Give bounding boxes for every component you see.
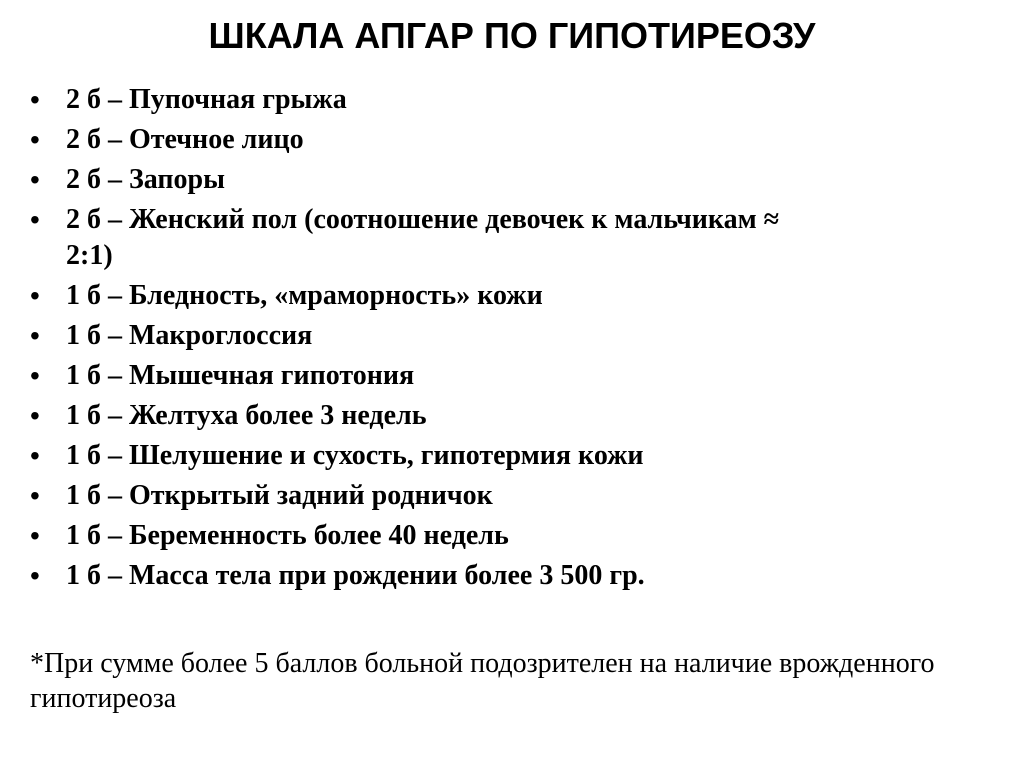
bullet-icon: •: [30, 164, 40, 195]
bullet-icon: •: [30, 520, 40, 551]
list-item: [30, 436, 790, 476]
slide-title: ШКАЛА АПГАР ПО ГИПОТИРЕОЗУ: [208, 15, 816, 56]
footnote: *При сумме более 5 баллов больной подозрителен на наличие врожденного гипотиреоза: [30, 648, 935, 714]
list-item: [30, 200, 790, 276]
list-item: [30, 120, 790, 160]
list-item-text: 2 б – Отечное лицо: [66, 124, 304, 155]
list-item: [30, 476, 790, 516]
bullet-icon: •: [30, 560, 40, 591]
list-item: [30, 160, 790, 200]
list-item-text: 1 б – Беременность более 40 недель: [66, 520, 509, 551]
list-item: [30, 276, 790, 316]
list-item-text: 1 б – Желтуха более 3 недель: [66, 400, 427, 431]
list-item-text: 1 б – Открытый задний родничок: [66, 480, 493, 511]
bullet-icon: •: [30, 84, 40, 115]
bullet-icon: •: [30, 280, 40, 311]
bullet-icon: •: [30, 440, 40, 471]
list-item-text: 1 б – Масса тела при рождении более 3 500 гр.: [66, 560, 645, 591]
list-item-text: 2 б – Пупочная грыжа: [66, 84, 347, 115]
bullet-icon: •: [30, 124, 40, 155]
list-item: [30, 316, 790, 356]
list-item: [30, 516, 790, 556]
list-item: [30, 556, 790, 596]
bullet-icon: •: [30, 400, 40, 431]
bullet-icon: •: [30, 320, 40, 351]
bullet-icon: •: [30, 204, 40, 235]
list-item-text: 2 б – Женский пол (соотношение девочек к мальчикам ≈ 2:1): [66, 204, 780, 271]
bullet-icon: •: [30, 480, 40, 511]
list-item: [30, 396, 790, 436]
list-item: [30, 80, 790, 120]
list-item-text: 2 б – Запоры: [66, 164, 225, 195]
score-list: [30, 80, 790, 596]
list-item: [30, 356, 790, 396]
list-item-text: 1 б – Макроглоссия: [66, 320, 313, 351]
list-item-text: 1 б – Бледность, «мраморность» кожи: [66, 280, 543, 311]
bullet-icon: •: [30, 360, 40, 391]
list-item-text: 1 б – Шелушение и сухость, гипотермия кожи: [66, 440, 644, 471]
list-item-text: 1 б – Мышечная гипотония: [66, 360, 415, 391]
